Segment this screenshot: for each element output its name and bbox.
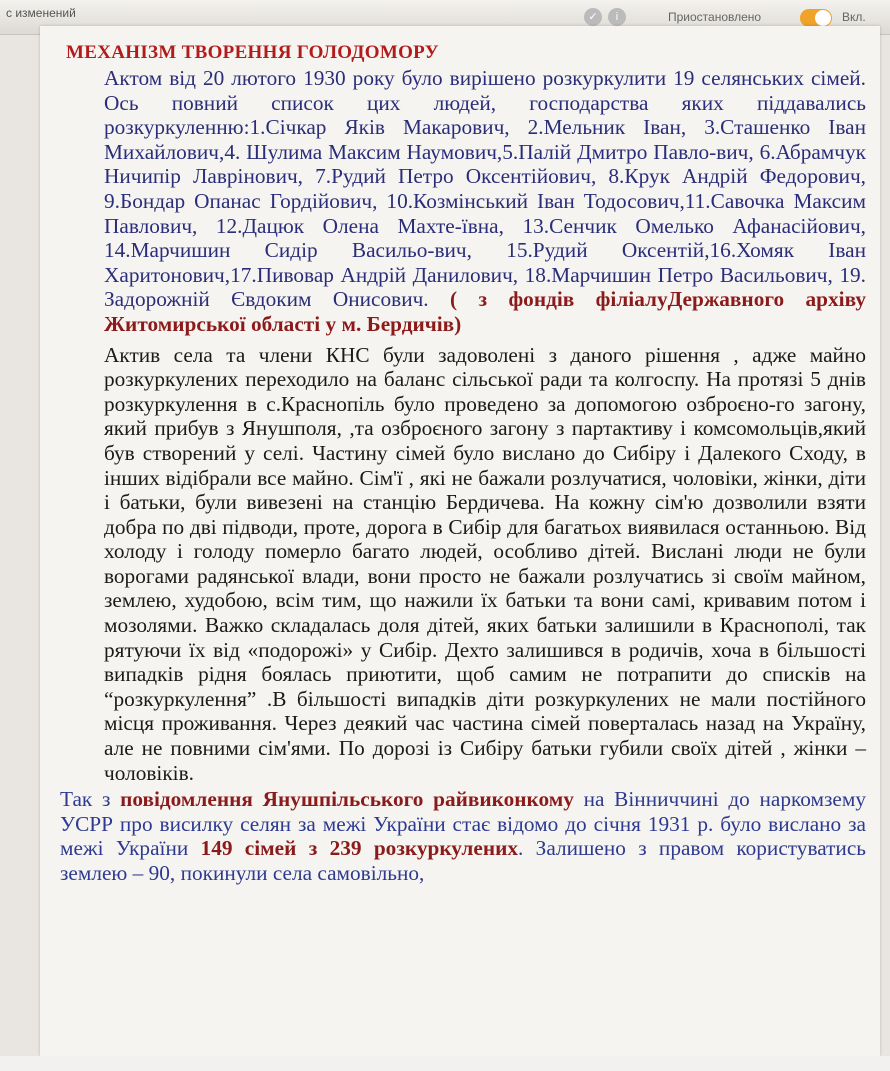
paragraph-list-text: Актом від 20 лютого 1930 року було вирішено розкуркулити 19 селянських сімей. Ось повний список цих людей, господарства яких піддавались розкуркуленню:1.Січкар Яків Макарович, 2.Мельник Іван, 3.Сташенко Іван Михайлович,4. Шулима Максим Наумович,5.Палій Дмитро Павло-вич, 6.Абрамчук Ничипір Лаврінович, 7.Рудий Петро Оксентійович, 8.Крук Андрій Федорович, 9.Бондар Опанас Гордійович, 10.Козмінський Іван Тодосович,11.Савочка Максим Павлович, 12.Дацюк Олена Махте-ївна, 13.Сенчик Омелько Афанасійович, 14.Марчишин Сидір Васильо-вич, 15.Рудий Оксентій,16.Хомяк Іван Харитонович,17.Пивовар Андрій Данилович, 18.Марчишин Петро Васильович, 19. Задорожній Євдоким Онисович.: [104, 66, 866, 312]
document-content: [60, 42, 866, 886]
paragraph-narrative: Актив села та члени КНС були задоволені з даного рішення , адже майно розкуркулених переходило на баланс сільської ради та колгоспу. На протязі 5 днів розкуркулення в с.Краснопіль було проведено за допомогою озброєно-го загону, який прибув з Янушполя, ,та озброєного загону з партактиву і комсомольців,який був створений у селі. Частину сімей було вислано до Сибіру і Далекого Сходу, в інших відібрали все майно. Сім'ї , які не бажали розлучатися, чоловіки, жінки, діти і батьки, були вивезені на станцію Бердичева. На кожну сім'ю дозволили взяти добра по дві підводи, проте, дорога в Сибір для багатьох виявилася останньою. Від холоду і голоду померло багато людей, особливо дітей. Вислані люди не були ворогами радянської влади, вони просто не бажали розлучатись зі своїм майном, землею, худобою, всім тим, що нажили їх батьки та вони самі, кривавим потом і мозолями. Важко складалась доля дітей, яких батьки залишили в Краснополі, так рятуючи їх від «подорожі» у Сибір. Дехто залишився в родичів, хоча в більшості випадків рідня боялась приютити, щоб самим не потрапити до списків на “розкуркулення” .В більшості випадків діти розкуркулених не мали постійного місця проживання. Через деякий час частина сімей поверталась назад на Україну, але не повними сім'ями. По дорозі із Сибіру батьки губили своїх дітей , жінки –чоловіків.: [104, 342, 866, 785]
paragraph-list: [60, 66, 866, 337]
families-count: 149 сімей з 239 розкуркулених: [200, 836, 519, 861]
document-page: [40, 26, 880, 1056]
changes-label: с изменений: [6, 6, 76, 20]
toggle-knob: [815, 10, 831, 26]
archive-reference: ( з фондів філіалуДержавного архіву Житомирської області у м. Бердичів): [104, 287, 866, 336]
report-source: повідомлення Янушпільського райвиконкому: [120, 787, 574, 812]
enable-toggle[interactable]: [800, 9, 832, 27]
report-text-a: Так з: [60, 787, 121, 812]
toolbar-icons: [584, 8, 632, 26]
status-text: Приостановлено: [668, 10, 762, 24]
paragraph-report: [60, 787, 866, 885]
bottom-strip: [0, 1056, 890, 1071]
info-icon[interactable]: i: [608, 8, 626, 26]
report-text-e: . Залишено з правом користуватись землею – 90, покинули села самовільно,: [60, 836, 866, 885]
document-title: МЕХАНІЗМ ТВОРЕННЯ ГОЛОДОМОРУ: [66, 42, 439, 63]
check-icon[interactable]: ✓: [584, 8, 602, 26]
report-text-c: на Вінниччині до наркомзему УСРР про висилку селян за межі України стає відомо до січня 1931 р. було вислано за межі України: [60, 787, 866, 861]
toggle-label: Вкл.: [842, 10, 866, 24]
